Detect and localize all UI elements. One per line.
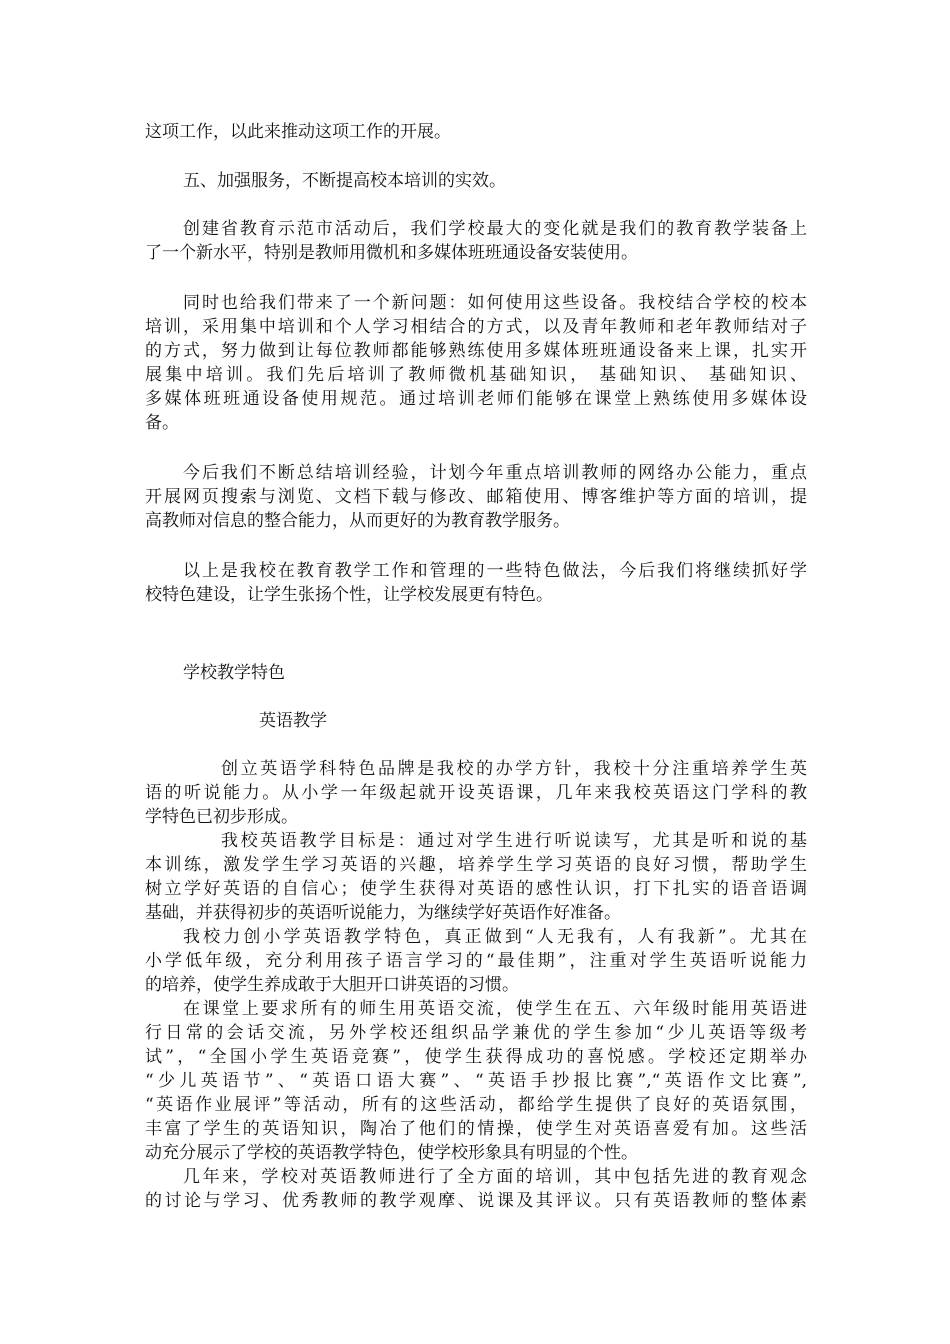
paragraph-line: 我校力创小学英语教学特色，真正做到“人无我有，人有我新”。尤其在 <box>183 927 807 947</box>
paragraph-line: 的培养，使学生养成敢于大胆开口讲英语的习惯。 <box>145 975 519 995</box>
paragraph-line: 行日常的会话交流，另外学校还组织品学兼优的学生参加“少儿英语等级考 <box>145 1023 807 1043</box>
paragraph-line: 创立英语学科特色品牌是我校的办学方针，我校十分注重培养学生英 <box>221 759 807 779</box>
paragraph-line: 多媒体班班通设备使用规范。通过培训老师们能够在课堂上熟练使用多媒体设 <box>145 389 807 409</box>
paragraph-line: “英语作业展评”等活动，所有的这些活动，都给学生提供了良好的英语氛围， <box>145 1095 807 1115</box>
paragraph-line: 学特色已初步形成。 <box>145 807 298 827</box>
heading-line: 学校教学特色 <box>183 663 285 683</box>
paragraph-line: 小学低年级，充分利用孩子语言学习的“最佳期”，注重对学生英语听说能力 <box>145 951 807 971</box>
paragraph-line: 树立学好英语的自信心；使学生获得对英语的感性认识，打下扎实的语音语调 <box>145 879 807 899</box>
paragraph-line: 备。 <box>145 413 179 433</box>
paragraph-line: 我校英语教学目标是：通过对学生进行听说读写，尤其是听和说的基 <box>221 831 807 851</box>
paragraph-line: 校特色建设，让学生张扬个性，让学校发展更有特色。 <box>145 585 553 605</box>
paragraph-line: 开展网页搜索与浏览、文档下载与修改、邮箱使用、博客维护等方面的培训，提 <box>145 487 807 507</box>
paragraph-line: 试”，“全国小学生英语竞赛”，使学生获得成功的喜悦感。学校还定期举办 <box>145 1047 807 1067</box>
paragraph-line: 了一个新水平，特别是教师用微机和多媒体班班通设备安装使用。 <box>145 243 638 263</box>
paragraph-line: 以上是我校在教育教学工作和管理的一些特色做法，今后我们将继续抓好学 <box>183 561 807 581</box>
heading-line: 五、加强服务，不断提高校本培训的实效。 <box>183 171 506 191</box>
paragraph-line: 的方式，努力做到让每位教师都能够熟练使用多媒体班班通设备来上课，扎实开 <box>145 341 807 361</box>
paragraph-line: 语的听说能力。从小学一年级起就开设英语课，几年来我校英语这门学科的教 <box>145 783 807 803</box>
paragraph-line: 几年来，学校对英语教师进行了全方面的培训，其中包括先进的教育观念 <box>183 1167 807 1187</box>
paragraph-line: 今后我们不断总结培训经验，计划今年重点培训教师的网络办公能力，重点 <box>183 463 807 483</box>
paragraph-line: 在课堂上要求所有的师生用英语交流，使学生在五、六年级时能用英语进 <box>183 999 807 1019</box>
paragraph-line: 基础，并获得初步的英语听说能力，为继续学好英语作好准备。 <box>145 903 621 923</box>
paragraph-line: 培训，采用集中培训和个人学习相结合的方式，以及青年教师和老年教师结对子 <box>145 317 807 337</box>
paragraph-line: 同时也给我们带来了一个新问题：如何使用这些设备。我校结合学校的校本 <box>183 293 807 313</box>
paragraph-line: 高教师对信息的整合能力，从而更好的为教育教学服务。 <box>145 511 570 531</box>
paragraph-line: 展集中培训。我们先后培训了教师微机基础知识， 基础知识、 基础知识、 <box>145 365 807 385</box>
heading-line: 英语教学 <box>259 711 327 731</box>
paragraph-line: 创建省教育示范市活动后，我们学校最大的变化就是我们的教育教学装备上 <box>183 219 807 239</box>
paragraph-line: “少儿英语节”、“英语口语大赛”、“英语手抄报比赛”,“英语作文比赛”, <box>145 1071 807 1091</box>
paragraph-line: 的讨论与学习、优秀教师的教学观摩、说课及其评议。只有英语教师的整体素 <box>145 1191 807 1211</box>
paragraph-line: 本训练，激发学生学习英语的兴趣，培养学生学习英语的良好习惯，帮助学生 <box>145 855 807 875</box>
paragraph-line: 这项工作，以此来推动这项工作的开展。 <box>145 122 451 142</box>
paragraph-line: 动充分展示了学校的英语教学特色，使学校形象具有明显的个性。 <box>145 1143 638 1163</box>
paragraph-line: 丰富了学生的英语知识，陶冶了他们的情操，使学生对英语喜爱有加。这些活 <box>145 1119 807 1139</box>
